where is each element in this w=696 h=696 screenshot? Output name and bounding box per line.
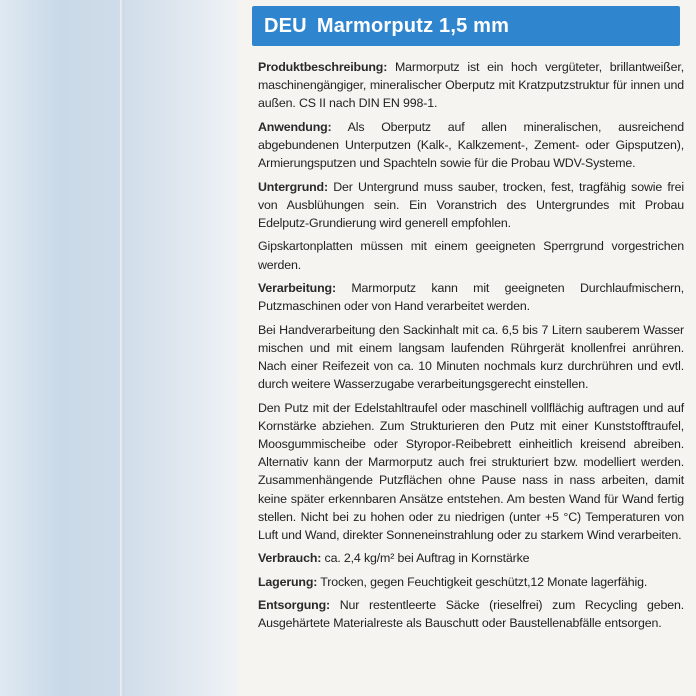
section-heading: Verarbeitung: — [258, 280, 336, 295]
section-handverarbeitung — [258, 321, 684, 394]
section-heading: Untergrund: — [258, 179, 328, 194]
section-text: Trocken, gegen Feuchtigkeit geschützt,12 Monate lagerfähig. — [317, 574, 648, 589]
section-verarbeitung — [258, 279, 684, 315]
section-auftrag — [258, 399, 684, 545]
section-text: Der Untergrund muss sauber, trocken, fest, tragfähig sowie frei von Ausblühungen sein. Ein Voranstrich des Untergrundes mit Probau Edelputz-Grundierung wird generell empfohlen. — [258, 179, 684, 230]
section-text: ca. 2,4 kg/m² bei Auftrag in Kornstärke — [321, 551, 530, 566]
section-text: Den Putz mit der Edelstahltraufel oder maschinell vollflächig auftragen und auf Kornstärke abziehen. Zum Strukturieren den Putz mit einer Kunststofftraufel, Moosgummischeibe oder Styropor-Reibebrett einheitlich kreisend abreiben. Alternativ kann der Marmorputz auch frei strukturiert bzw. modelliert werden. Zusammenhängende Putzflächen ohne Pause nass in nass arbeiten, damit keine später erkennbaren Ansätze entstehen. Am besten Wand für Wand fertig stellen. Nicht bei zu hohen oder zu niedrigen (unter +5 °C) Temperaturen von Luft und Wand, direkter Sonneneinstrahlung oder zu starkem Wind verarbeiten. — [258, 400, 684, 542]
section-lagerung — [258, 573, 684, 591]
section-text: Gipskartonplatten müssen mit einem geeigneten Sperrgrund vorgestrichen werden. — [258, 239, 684, 272]
product-name: Marmorputz 1,5 mm — [316, 14, 510, 37]
section-untergrund — [258, 178, 684, 233]
section-gipskarton — [258, 237, 684, 273]
section-text: Marmorputz kann mit geeigneten Durchlaufmischern, Putzmaschinen oder von Hand verarbeitet werden. — [258, 280, 684, 314]
section-verbrauch — [258, 549, 684, 567]
section-heading: Produktbeschreibung: — [258, 60, 388, 74]
section-produktbeschreibung — [258, 58, 684, 113]
section-text: Als Oberputz auf allen mineralischen, ausreichend abgebundenen Unterputzen (Kalk-, Kalkzement-, Zement- oder Gipsputzen), Armierungsputzen und Spachteln sowie für die Probau WDV-Systeme. — [258, 119, 684, 171]
product-title-bar — [252, 6, 680, 46]
section-heading: Lagerung: — [258, 574, 318, 589]
bag-fold-edge — [120, 0, 124, 696]
section-entsorgung — [258, 596, 684, 632]
section-text: Marmorputz ist ein hoch vergüteter, brillantweißer, maschinengängiger, mineralischer Oberputz mit Kratzputzstruktur für innen und außen. CS II nach DIN EN 998-1. — [258, 60, 684, 111]
language-code: DEU — [264, 14, 307, 37]
section-heading: Verbrauch: — [258, 551, 322, 566]
section-heading: Entsorgung: — [258, 598, 330, 613]
section-anwendung — [258, 118, 684, 173]
section-text: Nur restentleerte Säcke (rieselfrei) zum Recycling geben. Ausgehärtete Materialreste als Bauschutt oder Baustellenabfälle entsorgen. — [258, 598, 684, 631]
section-heading: Anwendung: — [258, 119, 332, 134]
product-description-text — [258, 58, 684, 638]
section-text: Bei Handverarbeitung den Sackinhalt mit ca. 6,5 bis 7 Litern sauberem Wasser mischen und mit einem langsam laufenden Rührgerät knollenfrei anrühren. Nach einer Reifezeit von ca. 10 Minuten nochmals kurz durchrühren und evtl. durch weitere Wasserzugabe verarbeitungsgerecht einstellen. — [258, 322, 684, 392]
